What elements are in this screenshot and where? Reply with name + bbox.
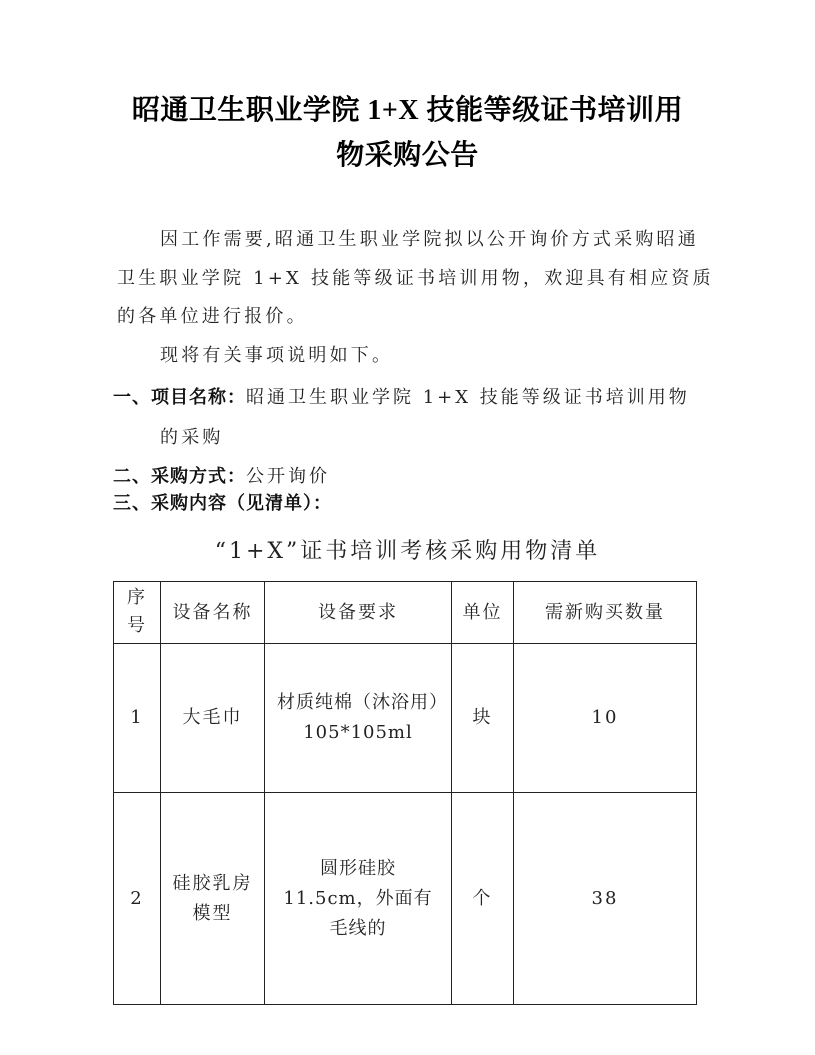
table-row: [114, 793, 697, 1005]
section-procurement-content: [113, 489, 332, 515]
procurement-table: [113, 581, 697, 1005]
cell-unit: 块: [452, 644, 514, 793]
table-header-row: [114, 582, 697, 644]
header-quantity: 需新购买数量: [514, 582, 697, 644]
section-value: 公开询价: [246, 466, 330, 487]
intro-line-1: 因工作需要,昭通卫生职业学院拟以公开询价方式采购昭通: [160, 229, 699, 250]
document-title-line-2: 物采购公告: [336, 140, 479, 171]
header-unit: 单位: [452, 582, 514, 644]
table-title: “1+X”证书培训考核采购用物清单: [214, 539, 601, 564]
cell-quantity: 38: [514, 793, 697, 1005]
section-label: 一、项目名称：: [113, 387, 246, 408]
cell-no: 2: [114, 793, 161, 1005]
section-project-name-continuation: 的采购: [160, 427, 224, 448]
section-label: 二、采购方式：: [113, 466, 246, 487]
cell-requirement: 材质纯棉（沐浴用）105*105ml: [265, 644, 452, 793]
section-value: 昭通卫生职业学院 1+X 技能等级证书培训用物: [246, 387, 690, 408]
cell-name: 大毛巾: [161, 644, 265, 793]
intro-line-2: 卫生职业学院 1+X 技能等级证书培训用物，欢迎具有相应资质: [117, 268, 714, 289]
intro-note: 现将有关事项说明如下。: [160, 345, 394, 366]
section-project-name: [113, 383, 690, 409]
cell-quantity: 10: [514, 644, 697, 793]
section-procurement-method: [113, 462, 330, 488]
header-requirement: 设备要求: [265, 582, 452, 644]
cell-no: 1: [114, 644, 161, 793]
cell-requirement: 圆形硅胶 11.5cm，外面有毛线的: [265, 793, 452, 1005]
header-name: 设备名称: [161, 582, 265, 644]
cell-name: 硅胶乳房模型: [161, 793, 265, 1005]
intro-line-3: 的各单位进行报价。: [117, 306, 308, 327]
table-row: [114, 644, 697, 793]
cell-unit: 个: [452, 793, 514, 1005]
document-title-line-1: 昭通卫生职业学院 1+X 技能等级证书培训用: [131, 95, 684, 126]
section-label: 三、采购内容（见清单）：: [113, 493, 332, 514]
header-no: 序号: [114, 582, 161, 644]
